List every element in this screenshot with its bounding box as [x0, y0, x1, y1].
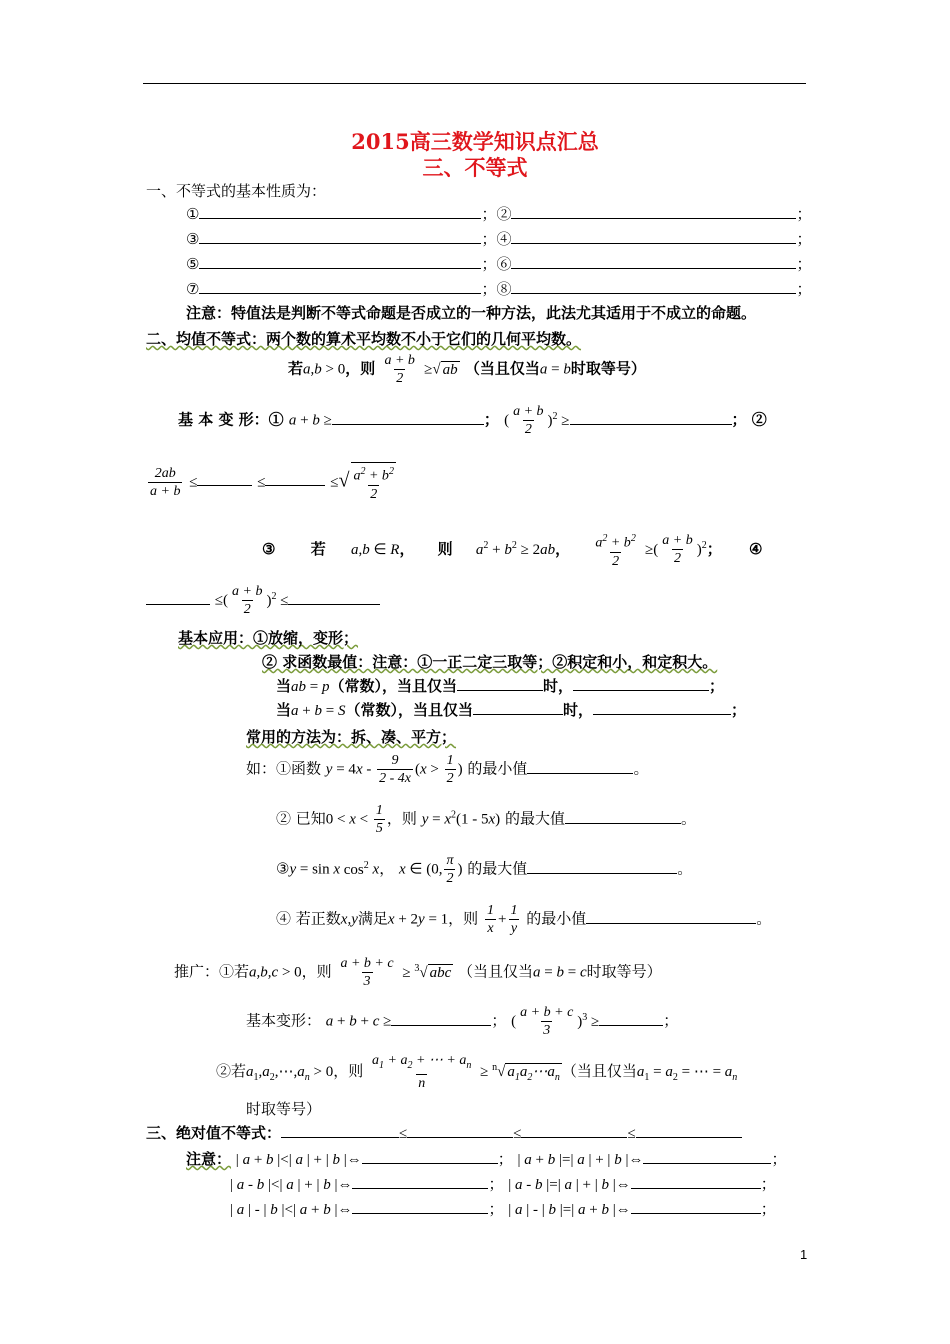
- answer-blank[interactable]: [527, 859, 677, 874]
- section1-note: 注意：特值法是判断不等式命题是否成立的一种方法，此法尤其适用于不成立的命题。: [186, 304, 757, 322]
- header-rule: [143, 83, 806, 84]
- example-3: ③y = sin x $\cos^2 x$， x ∈ (0, $\frac{\pi}{2}$ ) 的最大值 。: [276, 853, 693, 886]
- text: 则: [437, 539, 453, 558]
- text: （当且仅当: [458, 962, 534, 981]
- text: ④ 若正数: [276, 909, 341, 928]
- fraction: $\frac{a + b}{2}$: [662, 533, 693, 567]
- example-1: 如：①函数 y = 4x - $\frac{9}{2 - 4x}$ (x > $\frac{1}{2}$ ) 的最小值 。: [246, 753, 649, 786]
- doc-title: 2015高三数学知识点汇总: [351, 129, 599, 154]
- fraction: $\frac{1}{x}$: [486, 903, 494, 936]
- fraction: $\frac{9}{2 - 4x}$: [379, 753, 411, 786]
- answer-blank[interactable]: [511, 229, 796, 244]
- answer-blank[interactable]: [197, 471, 252, 486]
- answer-blank[interactable]: [146, 590, 210, 605]
- section1-heading: 一、不等式的基本性质为：: [146, 182, 327, 200]
- text: ②: [751, 410, 767, 429]
- answer-blank[interactable]: [570, 410, 732, 425]
- property-row-1: ① ；② ；: [186, 205, 812, 223]
- text: （当且仅当: [561, 1061, 637, 1080]
- abs-note-row-2: | a - b |<| a | + | b |⇔ ； | a - b |=| a | + | b |⇔ ；: [230, 1175, 776, 1193]
- answer-blank[interactable]: [199, 229, 481, 244]
- mean-chain: $\frac{2ab}{a + b}$ ≤ ≤ ≤√ $\frac{a^2 + b^2}{2}$: [146, 462, 398, 503]
- item-label: ⑤: [186, 255, 200, 273]
- text: 时，: [543, 677, 574, 695]
- text: ，则: [448, 909, 479, 928]
- page-number: 1: [800, 1247, 808, 1262]
- basic-app-2: [262, 651, 717, 672]
- fraction: $\frac{1}{2}$: [446, 753, 454, 786]
- fraction: $\frac{a + b + c}{3}$: [340, 956, 394, 989]
- answer-blank[interactable]: [352, 1199, 488, 1214]
- basic-variant-row: 基 本 变 形：① a + b ≥ ； ( $\frac{a + b}{2}$ )$^2$ ≥ ； ②: [178, 404, 767, 437]
- answer-blank[interactable]: [199, 204, 481, 219]
- example-2: ② 已知0 < x < $\frac{1}{5}$ ，则 $y = x^2(1 - 5x)$ 的最大值 。: [276, 803, 696, 836]
- answer-blank[interactable]: [511, 204, 796, 219]
- answer-blank[interactable]: [593, 700, 731, 715]
- text: 基本变形：: [246, 1011, 322, 1030]
- text: ，则: [333, 1061, 364, 1080]
- text: ② 已知: [276, 809, 326, 828]
- section2-heading-text: 二、均值不等式：两个数的算术平均数不小于它们的几何平均数。: [146, 330, 582, 348]
- text: 当: [276, 677, 292, 695]
- fraction: $\frac{a_1 + a_2 + \cdots + a_n}{n}$: [372, 1053, 472, 1091]
- product-const-row: 当ab = p（常数），当且仅当 时， ；: [276, 677, 725, 695]
- text: 的最大值: [467, 859, 528, 878]
- answer-blank[interactable]: [565, 809, 681, 824]
- text: 若: [288, 359, 304, 378]
- text: 当: [276, 701, 292, 719]
- text: 的最小值: [526, 909, 587, 928]
- fraction: $\frac{1}{y}$: [510, 903, 518, 936]
- fraction: $\frac{a + b + c}{3}$: [520, 1005, 574, 1038]
- text: 如：①函数: [246, 759, 322, 778]
- answer-blank[interactable]: [586, 909, 756, 924]
- answer-blank[interactable]: [631, 1174, 761, 1189]
- answer-blank[interactable]: [573, 676, 709, 691]
- text: ③: [276, 859, 290, 878]
- answer-blank[interactable]: [332, 410, 484, 425]
- item-label: ③: [186, 230, 200, 248]
- text: ③: [262, 539, 276, 558]
- text: ② 求函数最值：注意：①一正二定三取等；②积定和小，和定积大。: [262, 653, 718, 671]
- answer-blank[interactable]: [457, 676, 543, 691]
- variant-3-row: ③ 若 a,b ∈ R， 则 $a^2 + b^2 \ge 2ab$， $\frac{a^2 + b^2}{2}$ ≥( $\frac{a + b}{2}$ )$^2$； ④: [262, 530, 762, 570]
- answer-blank[interactable]: [511, 254, 796, 269]
- answer-blank[interactable]: [199, 279, 481, 294]
- variant-4-row: ≤( $\frac{a + b}{2}$ )$^2$ ≤: [146, 583, 380, 618]
- text: ④: [748, 539, 763, 558]
- text: 时取等号）: [570, 359, 646, 378]
- fraction: $\frac{\pi}{2}$: [446, 853, 454, 886]
- fraction: $\frac{a + b}{2}$: [232, 584, 263, 617]
- text: 注意：: [186, 1150, 232, 1168]
- text: 基 本 变 形：①: [178, 410, 284, 429]
- fraction: $\frac{a + b}{2}$: [384, 353, 415, 386]
- example-4: ④ 若正数x,y满足x + 2y = 1，则 $\frac{1}{x}$ + $\frac{1}{y}$ 的最小值 。: [276, 903, 772, 936]
- section3-heading: 三、绝对值不等式： ≤ ≤ ≤: [146, 1122, 742, 1143]
- abs-note-row-1: 注意： | a + b |<| a | + | b |⇔ ； | a + b |=| a | + | b |⇔ ；: [186, 1150, 787, 1168]
- fraction: $\frac{2ab}{a + b}$: [150, 465, 181, 499]
- gen-n-end: 时取等号）: [246, 1100, 322, 1118]
- item-label: ①: [186, 205, 200, 223]
- basic-app-1: [178, 627, 358, 648]
- answer-blank[interactable]: [199, 254, 481, 269]
- text: （常数），当且仅当: [329, 677, 457, 695]
- gen-n: ②若$a_1,a_2,\cdots,a_n > 0$，则 $\frac{a_1 + a_2 + \cdots + a_n}{n}$ ≥ $^n$√ $a_1a_2\cdots a_n$ （当且仅当$a_1 = a_2$ = ⋯ = $a_n$: [216, 1053, 738, 1091]
- text: 推广：①若: [174, 962, 250, 981]
- text: 时，: [562, 701, 593, 719]
- answer-blank[interactable]: [352, 1174, 488, 1189]
- answer-blank[interactable]: [643, 1149, 771, 1164]
- answer-blank[interactable]: [511, 279, 796, 294]
- property-row-3: ⑤ ；⑥ ；: [186, 255, 812, 273]
- text: 常用的方法为：拆、凑、平方；: [246, 728, 457, 746]
- fraction: $\frac{a + b}{2}$: [513, 404, 544, 437]
- answer-blank[interactable]: [265, 471, 325, 486]
- answer-blank[interactable]: [599, 1011, 663, 1026]
- text: 基本应用：①放缩，变形；: [178, 629, 359, 647]
- item-label: ⑦: [186, 280, 200, 298]
- text: 的最大值: [504, 809, 565, 828]
- text: 时取等号）: [586, 962, 662, 981]
- property-row-4: ⑦ ；⑧ ；: [186, 280, 812, 298]
- property-row-2: ③ ；④ ；: [186, 230, 812, 248]
- fraction: $\frac{a^2 + b^2}{2}$: [595, 533, 636, 569]
- item-label: ④: [496, 230, 512, 248]
- text: ②若: [216, 1061, 247, 1080]
- section2-heading: [146, 328, 581, 349]
- gen-variant: 基本变形： a + b + c ≥ ； ( $\frac{a + b + c}{3}$ )$^3$ ≥ ；: [246, 1005, 679, 1038]
- text: （常数），当且仅当: [345, 701, 473, 719]
- sum-const-row: 当a + b = S（常数），当且仅当 时， ；: [276, 701, 746, 719]
- answer-blank[interactable]: [636, 1123, 742, 1138]
- text: 满足: [357, 909, 388, 928]
- answer-blank[interactable]: [281, 1123, 399, 1138]
- answer-blank[interactable]: [407, 1123, 513, 1138]
- answer-blank[interactable]: [288, 590, 380, 605]
- answer-blank[interactable]: [527, 759, 633, 774]
- text: ，则: [301, 962, 332, 981]
- fraction: $\frac{a^2 + b^2}{2}$: [351, 462, 395, 503]
- text: ，则: [345, 359, 376, 378]
- text: 若: [310, 539, 326, 558]
- methods: [246, 726, 456, 747]
- abs-note-row-3: | a | - | b |<| a + b |⇔ ； | a | - | b |=| a + b |⇔ ；: [230, 1200, 776, 1218]
- item-label: ⑧: [496, 280, 512, 298]
- item-label: ②: [496, 205, 512, 223]
- answer-blank[interactable]: [521, 1123, 627, 1138]
- fraction: $\frac{1}{5}$: [375, 803, 383, 836]
- text: （当且仅当: [464, 359, 540, 378]
- text: ，则: [386, 809, 417, 828]
- answer-blank[interactable]: [631, 1199, 761, 1214]
- am-gm-statement: 若a,b > 0，则 $\frac{a + b}{2}$ ≥√ ab （当且仅当a = b时取等号）: [288, 353, 646, 386]
- item-label: ⑥: [496, 255, 512, 273]
- doc-subtitle: 三、不等式: [422, 155, 528, 180]
- answer-blank[interactable]: [391, 1011, 491, 1026]
- text: 的最小值: [467, 759, 528, 778]
- text: 三、绝对值不等式：: [146, 1124, 282, 1142]
- generalization: 推广：①若a,b,c > 0，则 $\frac{a + b + c}{3}$ ≥ $^3$√ abc （当且仅当a = b = c时取等号）: [174, 956, 662, 989]
- answer-blank[interactable]: [362, 1149, 498, 1164]
- answer-blank[interactable]: [473, 700, 563, 715]
